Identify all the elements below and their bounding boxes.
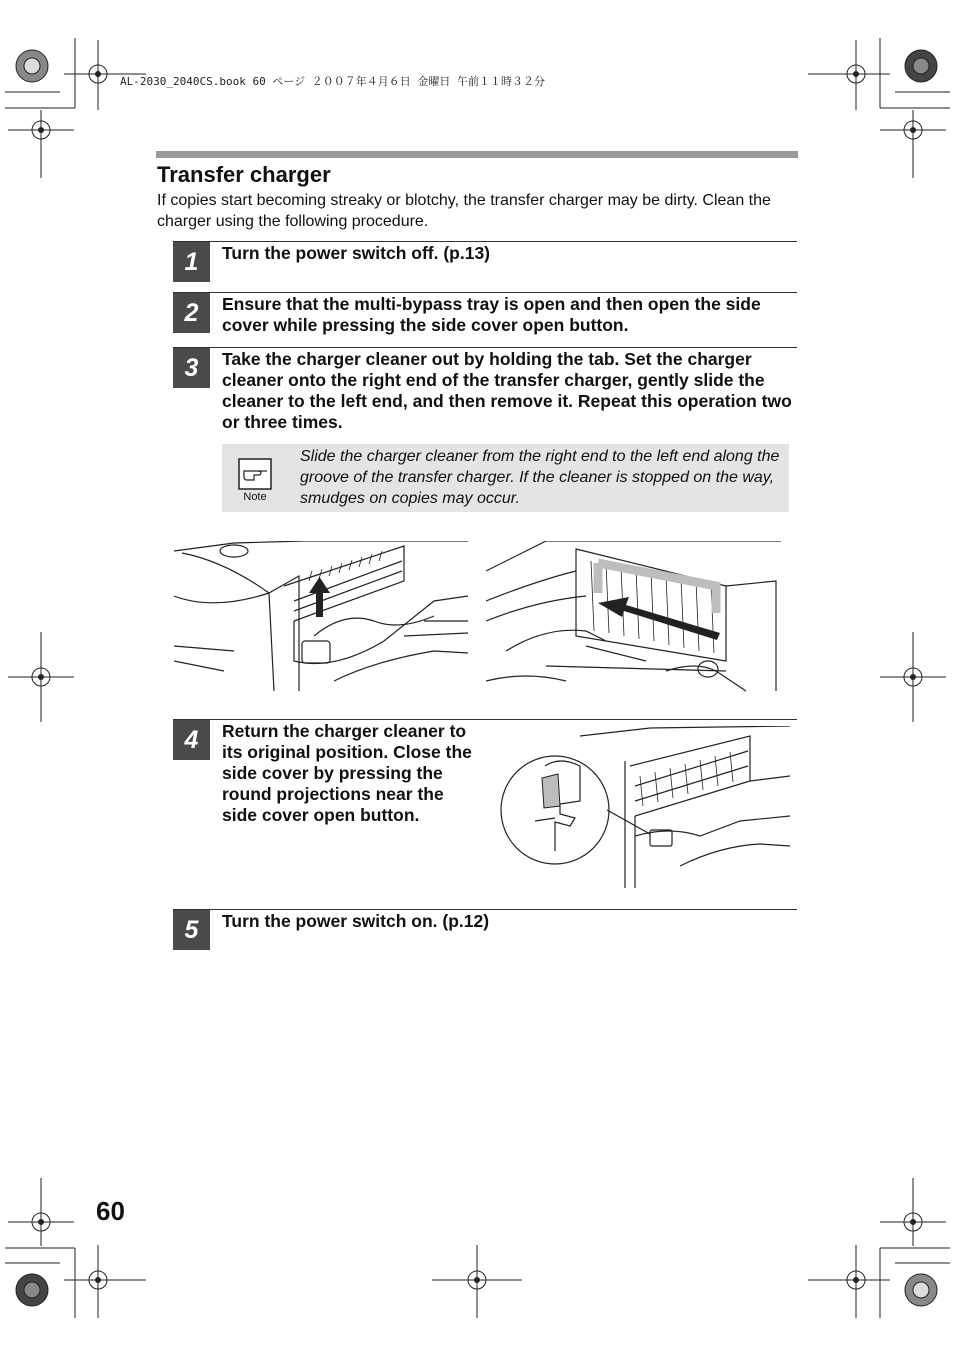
section-intro: If copies start becoming streaky or blotchy, the transfer charger may be dirty. Clean the charger using the following procedure. bbox=[157, 192, 771, 230]
print-info-header: AL-2030_2040CS.book 60 ページ ２００７年４月６日 金曜日 午前１１時３２分 bbox=[120, 75, 545, 88]
step-2-rule bbox=[173, 292, 797, 293]
note-text: Slide the charger cleaner from the right end to the left end along the groove of the transfer charger. If the cleaner is stopped on the way, smudges on copies may occur. bbox=[300, 448, 780, 507]
step-5-text: Turn the power switch on. (p.12) bbox=[222, 911, 490, 931]
step-5-badge: 5 bbox=[173, 910, 210, 950]
section-rule bbox=[156, 151, 798, 158]
note-box bbox=[222, 444, 789, 512]
step-5-rule bbox=[173, 909, 797, 910]
step-3-badge: 3 bbox=[173, 348, 210, 388]
step-4-badge: 4 bbox=[173, 720, 210, 760]
step-3-text: Take the charger cleaner out by holding the tab. Set the charger cleaner onto the right end of the transfer charger, gently slide the cleaner to the left end, and then remove it. Repeat this operation two or three times. bbox=[222, 349, 792, 432]
illustration-close-cover bbox=[500, 726, 790, 888]
pointing-hand-icon bbox=[238, 458, 272, 490]
step-1-rule bbox=[173, 241, 797, 242]
step-1-text: Turn the power switch off. (p.13) bbox=[222, 243, 491, 263]
step-4-rule bbox=[173, 719, 797, 720]
step-3-rule bbox=[173, 347, 797, 348]
illustration-slide-cleaner bbox=[486, 541, 781, 699]
step-1-badge: 1 bbox=[173, 242, 210, 282]
page-number: 60 bbox=[96, 1196, 125, 1226]
illustration-remove-cleaner bbox=[174, 541, 468, 699]
step-2-text: Ensure that the multi-bypass tray is open and then open the side cover while pressing the side cover open button. bbox=[222, 294, 761, 335]
step-4-text: Return the charger cleaner to its original position. Close the side cover by pressing the round projections near the side cover open button. bbox=[222, 721, 472, 825]
step-2-badge: 2 bbox=[173, 293, 210, 333]
note-label: Note bbox=[243, 491, 267, 503]
section-title: Transfer charger bbox=[157, 162, 331, 187]
